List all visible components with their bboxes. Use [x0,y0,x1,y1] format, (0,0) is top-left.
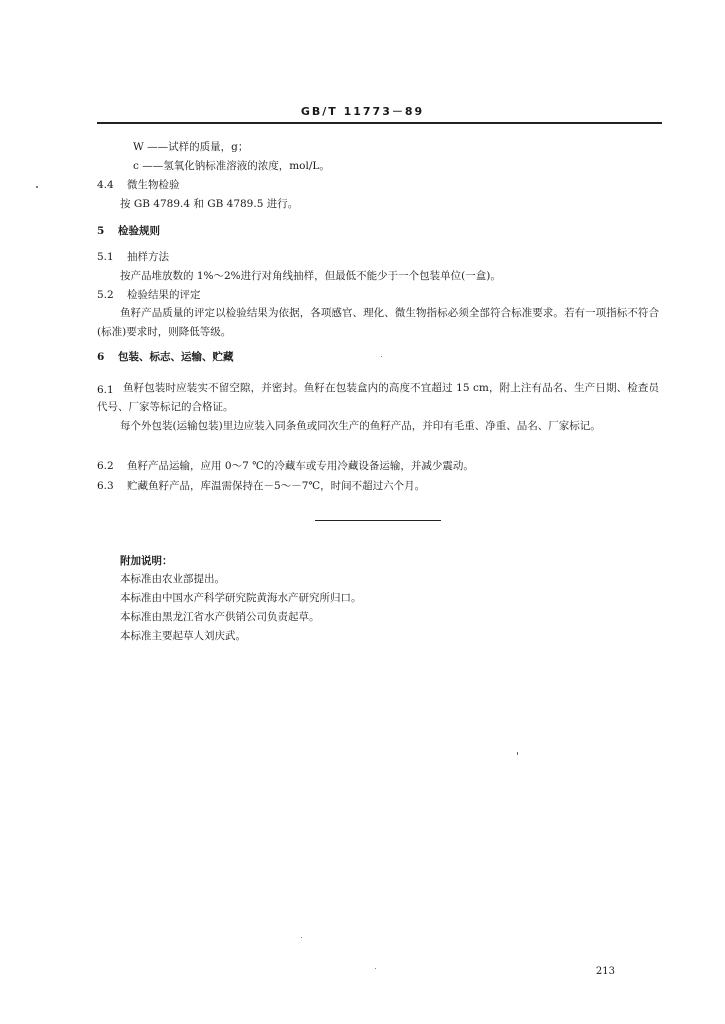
section-title: 检验结果的评定 [127,289,201,301]
notes-line: 本标准由中国水产科学研究院黄海水产研究所归口。 [120,592,362,604]
section-6-1-number: 6.1 [97,384,114,396]
section-6-2 [97,459,474,473]
section-6-1-body: 鱼籽包装时应装实不留空隙，并密封。鱼籽在包装盒内的高度不宜超过 15 cm，附上注有品名、生产日期、检查员代号、厂家等标记的合格证。 [97,382,659,413]
formula-note-c: c ——氢氧化钠标准溶液的浓度，mol/L。 [133,160,330,172]
section-5-1-body: 按产品堆放数的 1%～2%进行对角线抽样，但最低不能少于一个包装单位(一盒)。 [120,270,501,282]
section-body: 鱼籽产品运输，应用 0～7 ℃的冷藏车或专用冷藏设备运输，并减少震动。 [127,460,474,472]
section-4-4-body: 按 GB 4789.4 和 GB 4789.5 进行。 [120,198,299,210]
section-title: 微生物检验 [127,179,180,191]
section-number: 6.3 [97,480,114,492]
notes-line: 本标准主要起草人刘庆武。 [120,630,246,642]
section-number: 5.1 [97,251,114,263]
section-5-2-body: 鱼籽产品质量的评定以检验结果为依据，各项感官、理化、微生物指标必须全部符合标准要求。若有一项指标不符合(标准)要求时，则降低等级。 [97,307,659,338]
section-5-1-heading [97,250,169,264]
notes-heading: 附加说明： [120,555,173,567]
scan-speck [36,186,38,188]
scan-speck [375,968,376,969]
scan-speck [301,937,302,938]
section-number: 5.2 [97,289,114,301]
section-title: 抽样方法 [127,251,170,263]
end-rule [315,520,441,521]
section-number: 5 [97,225,105,237]
section-6-3 [97,479,425,493]
section-5-2-heading [97,288,201,302]
section-6-heading [97,350,233,364]
notes-line: 本标准由黑龙江省水产供销公司负责起草。 [120,611,320,623]
header-rule [97,122,662,124]
section-number: 6.2 [97,460,114,472]
section-number: 6 [97,351,105,363]
section-title: 检验规则 [117,225,160,237]
scan-speck [381,356,382,357]
formula-note-w: W ——试样的质量，g； [133,141,249,153]
section-5-heading [97,224,160,238]
notes-line: 本标准由农业部提出。 [120,573,225,585]
page-number: 213 [595,966,615,977]
section-4-4-heading [97,178,180,192]
section-title: 包装、标志、运输、贮藏 [117,351,234,363]
standard-code-header: GB/T 11773－89 [300,105,425,118]
section-6-1-body-2: 每个外包装(运输包装)里边应装入同条鱼或同次生产的鱼籽产品，并印有毛重、净重、品名、厂家标记。 [120,420,601,432]
section-body: 贮藏鱼籽产品，库温需保持在－5～－7℃，时间不超过六个月。 [127,480,426,492]
section-number: 4.4 [97,179,114,191]
scan-speck [517,752,518,755]
